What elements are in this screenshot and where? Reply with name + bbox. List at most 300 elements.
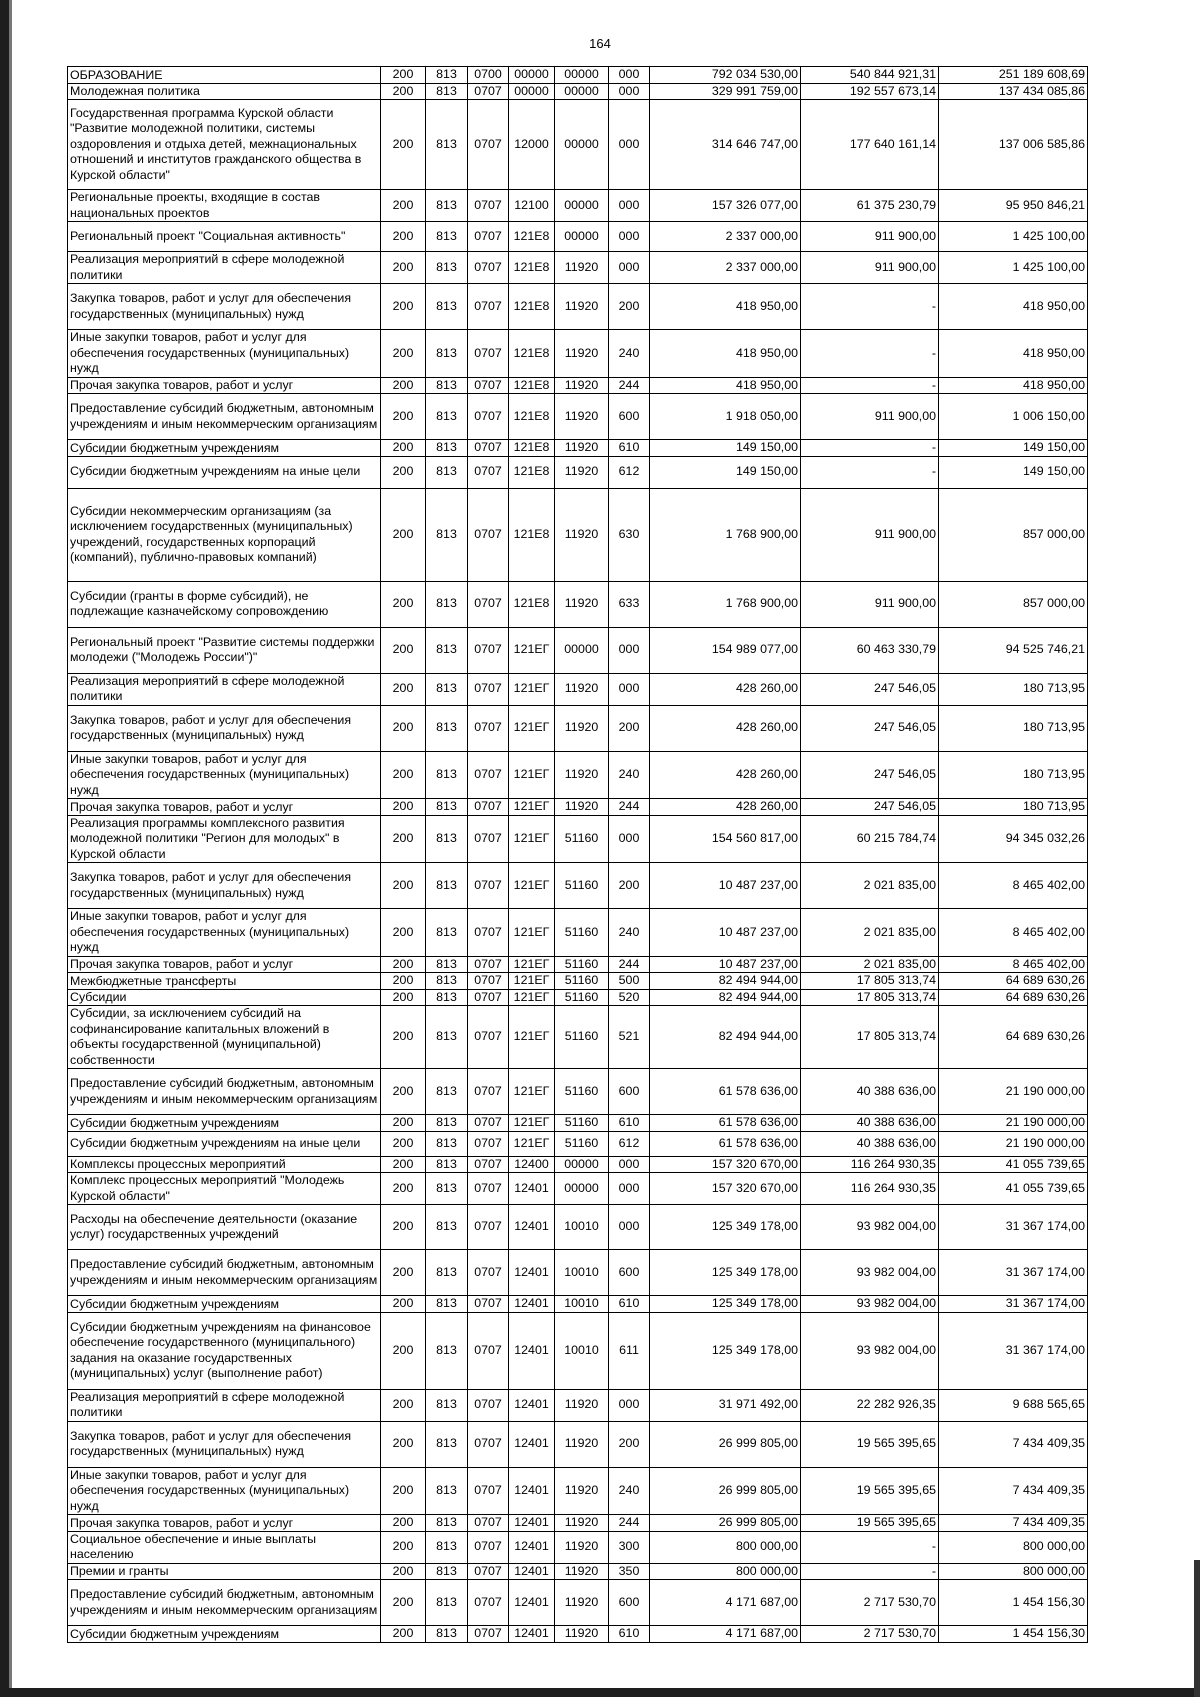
amount-executed: 2 717 530,70: [801, 1580, 939, 1626]
amount-remaining: 180 713,95: [939, 751, 1088, 799]
code-vid-rashodov: 000: [609, 673, 650, 705]
amount-remaining: 64 689 630,26: [939, 1006, 1088, 1069]
row-name: Прочая закупка товаров, работ и услуг: [68, 956, 381, 973]
table-row: [68, 673, 1088, 705]
code-vedomstvo: 813: [426, 377, 468, 394]
code-vid-rashodov: 633: [609, 581, 650, 627]
code-napravlenie: 11920: [555, 1580, 609, 1626]
code-vedomstvo: 813: [426, 284, 468, 330]
row-name: Предоставление субсидий бюджетным, автономным учреждениям и иным некоммерческим организациям: [68, 1069, 381, 1115]
amount-planned: 125 349 178,00: [650, 1205, 801, 1250]
code-programma: 12401: [509, 1205, 555, 1250]
amount-executed: 17 805 313,74: [801, 973, 939, 990]
table-row: [68, 627, 1088, 673]
code-vid-rashodov: 000: [609, 1205, 650, 1250]
row-name: Субсидии, за исключением субсидий на софинансирование капитальных вложений в объекты государственной (муниципальной) собственности: [68, 1006, 381, 1069]
table-row: [68, 1069, 1088, 1115]
amount-planned: 10 487 237,00: [650, 863, 801, 909]
amount-executed: 40 388 636,00: [801, 1069, 939, 1115]
table-row: [68, 83, 1088, 100]
code-napravlenie: 11920: [555, 1421, 609, 1467]
amount-remaining: 7 434 409,35: [939, 1421, 1088, 1467]
code-napravlenie: 11920: [555, 1531, 609, 1563]
row-name: Премии и гранты: [68, 1563, 381, 1580]
code-napravlenie: 11920: [555, 377, 609, 394]
amount-planned: 418 950,00: [650, 377, 801, 394]
code-vid-rashodov: 000: [609, 1173, 650, 1205]
code-programma: 121ЕГ: [509, 863, 555, 909]
code-napravlenie: 00000: [555, 1156, 609, 1173]
code-razdel: 0707: [468, 1421, 509, 1467]
code-napravlenie: 00000: [555, 1173, 609, 1205]
amount-planned: 4 171 687,00: [650, 1626, 801, 1643]
code-programma: 121ЕГ: [509, 989, 555, 1006]
code-glava: 200: [381, 815, 426, 863]
amount-planned: 61 578 636,00: [650, 1115, 801, 1132]
table-row: [68, 252, 1088, 284]
code-glava: 200: [381, 1531, 426, 1563]
code-napravlenie: 11920: [555, 284, 609, 330]
code-vid-rashodov: 610: [609, 1115, 650, 1132]
row-name: Иные закупки товаров, работ и услуг для обеспечения государственных (муниципальных) нужд: [68, 1467, 381, 1515]
code-vid-rashodov: 500: [609, 973, 650, 990]
code-glava: 200: [381, 751, 426, 799]
code-glava: 200: [381, 673, 426, 705]
code-vedomstvo: 813: [426, 1531, 468, 1563]
code-razdel: 0707: [468, 1173, 509, 1205]
code-vid-rashodov: 000: [609, 815, 650, 863]
code-programma: 12401: [509, 1296, 555, 1313]
code-razdel: 0707: [468, 956, 509, 973]
code-napravlenie: 11920: [555, 1467, 609, 1515]
table-row: [68, 1006, 1088, 1069]
code-programma: 12401: [509, 1250, 555, 1296]
amount-executed: 247 546,05: [801, 673, 939, 705]
row-name: Иные закупки товаров, работ и услуг для обеспечения государственных (муниципальных) нужд: [68, 751, 381, 799]
code-napravlenie: 51160: [555, 909, 609, 957]
code-vedomstvo: 813: [426, 1069, 468, 1115]
code-napravlenie: 51160: [555, 956, 609, 973]
code-napravlenie: 11920: [555, 394, 609, 440]
table-row: [68, 799, 1088, 816]
amount-executed: 60 463 330,79: [801, 627, 939, 673]
code-programma: 121ЕГ: [509, 1115, 555, 1132]
amount-remaining: 21 190 000,00: [939, 1131, 1088, 1156]
code-programma: 121E8: [509, 222, 555, 252]
amount-executed: -: [801, 440, 939, 457]
row-name: Субсидии: [68, 989, 381, 1006]
amount-planned: 800 000,00: [650, 1531, 801, 1563]
code-napravlenie: 00000: [555, 83, 609, 100]
row-name: Субсидии бюджетным учреждениям на финансовое обеспечение государственного (муниципального) задания на оказание государственных (муниципальных) услуг (выполнение работ): [68, 1312, 381, 1389]
row-name: Реализация программы комплексного развития молодежной политики "Регион для молодых" в Курской области: [68, 815, 381, 863]
amount-planned: 1 768 900,00: [650, 581, 801, 627]
code-glava: 200: [381, 1173, 426, 1205]
table-row: [68, 1156, 1088, 1173]
code-razdel: 0707: [468, 1115, 509, 1132]
amount-planned: 792 034 530,00: [650, 67, 801, 84]
amount-executed: 2 717 530,70: [801, 1626, 939, 1643]
amount-planned: 329 991 759,00: [650, 83, 801, 100]
code-razdel: 0707: [468, 1531, 509, 1563]
row-name: Комплекс процессных мероприятий "Молодежь Курской области": [68, 1173, 381, 1205]
amount-remaining: 31 367 174,00: [939, 1296, 1088, 1313]
amount-planned: 61 578 636,00: [650, 1131, 801, 1156]
table-row: [68, 1173, 1088, 1205]
code-glava: 200: [381, 1626, 426, 1643]
code-vedomstvo: 813: [426, 815, 468, 863]
code-vid-rashodov: 600: [609, 1250, 650, 1296]
code-razdel: 0707: [468, 1580, 509, 1626]
code-vedomstvo: 813: [426, 222, 468, 252]
scan-border-bottom: [0, 1688, 1200, 1697]
code-vedomstvo: 813: [426, 705, 468, 751]
page-number: 164: [589, 36, 611, 51]
amount-remaining: 800 000,00: [939, 1531, 1088, 1563]
code-vedomstvo: 813: [426, 394, 468, 440]
amount-remaining: 94 525 746,21: [939, 627, 1088, 673]
code-glava: 200: [381, 863, 426, 909]
code-napravlenie: 11920: [555, 799, 609, 816]
code-vedomstvo: 813: [426, 581, 468, 627]
code-glava: 200: [381, 909, 426, 957]
amount-planned: 26 999 805,00: [650, 1515, 801, 1532]
code-vedomstvo: 813: [426, 83, 468, 100]
table-row: [68, 1389, 1088, 1421]
row-name: Субсидии бюджетным учреждениям: [68, 440, 381, 457]
table-row: [68, 222, 1088, 252]
code-glava: 200: [381, 394, 426, 440]
code-vedomstvo: 813: [426, 100, 468, 190]
code-glava: 200: [381, 100, 426, 190]
amount-planned: 82 494 944,00: [650, 973, 801, 990]
code-razdel: 0707: [468, 377, 509, 394]
code-napravlenie: 00000: [555, 190, 609, 222]
row-name: Региональные проекты, входящие в состав национальных проектов: [68, 190, 381, 222]
code-programma: 121ЕГ: [509, 705, 555, 751]
code-vid-rashodov: 600: [609, 1069, 650, 1115]
code-glava: 200: [381, 1515, 426, 1532]
amount-executed: 116 264 930,35: [801, 1173, 939, 1205]
code-programma: 121E8: [509, 394, 555, 440]
code-napravlenie: 00000: [555, 100, 609, 190]
code-programma: 12100: [509, 190, 555, 222]
amount-remaining: 418 950,00: [939, 284, 1088, 330]
code-napravlenie: 51160: [555, 973, 609, 990]
code-vid-rashodov: 521: [609, 1006, 650, 1069]
amount-remaining: 1 425 100,00: [939, 222, 1088, 252]
amount-planned: 157 326 077,00: [650, 190, 801, 222]
table-row: [68, 190, 1088, 222]
code-razdel: 0707: [468, 284, 509, 330]
row-name: Субсидии бюджетным учреждениям на иные цели: [68, 456, 381, 488]
code-vid-rashodov: 612: [609, 1131, 650, 1156]
code-razdel: 0707: [468, 815, 509, 863]
amount-executed: 911 900,00: [801, 222, 939, 252]
amount-executed: -: [801, 1531, 939, 1563]
amount-executed: 2 021 835,00: [801, 863, 939, 909]
amount-planned: 4 171 687,00: [650, 1580, 801, 1626]
amount-executed: 116 264 930,35: [801, 1156, 939, 1173]
code-vedomstvo: 813: [426, 1467, 468, 1515]
code-programma: 00000: [509, 67, 555, 84]
amount-planned: 10 487 237,00: [650, 909, 801, 957]
code-programma: 121E8: [509, 377, 555, 394]
code-napravlenie: 11920: [555, 330, 609, 378]
code-glava: 200: [381, 330, 426, 378]
scan-border-left: [0, 0, 9, 1697]
code-napravlenie: 11920: [555, 1389, 609, 1421]
code-vid-rashodov: 200: [609, 284, 650, 330]
code-glava: 200: [381, 488, 426, 581]
row-name: Прочая закупка товаров, работ и услуг: [68, 1515, 381, 1532]
code-glava: 200: [381, 222, 426, 252]
code-razdel: 0707: [468, 1250, 509, 1296]
table-row: [68, 1296, 1088, 1313]
code-glava: 200: [381, 440, 426, 457]
amount-remaining: 1 454 156,30: [939, 1626, 1088, 1643]
amount-planned: 31 971 492,00: [650, 1389, 801, 1421]
code-razdel: 0707: [468, 1563, 509, 1580]
row-name: Социальное обеспечение и иные выплаты населению: [68, 1531, 381, 1563]
code-vid-rashodov: 610: [609, 1626, 650, 1643]
amount-executed: 540 844 921,31: [801, 67, 939, 84]
code-razdel: 0707: [468, 705, 509, 751]
code-vedomstvo: 813: [426, 330, 468, 378]
code-vid-rashodov: 000: [609, 222, 650, 252]
code-vedomstvo: 813: [426, 1173, 468, 1205]
code-vedomstvo: 813: [426, 673, 468, 705]
amount-executed: 17 805 313,74: [801, 1006, 939, 1069]
code-glava: 200: [381, 799, 426, 816]
table-row: [68, 1531, 1088, 1563]
row-name: Комплексы процессных мероприятий: [68, 1156, 381, 1173]
amount-remaining: 1 454 156,30: [939, 1580, 1088, 1626]
amount-planned: 1 768 900,00: [650, 488, 801, 581]
row-name: Государственная программа Курской области "Развитие молодежной политики, системы оздоровления и отдыха детей, межнациональных отношений и институтов гражданского общества в Курской области": [68, 100, 381, 190]
amount-remaining: 94 345 032,26: [939, 815, 1088, 863]
code-napravlenie: 11920: [555, 705, 609, 751]
amount-executed: 2 021 835,00: [801, 909, 939, 957]
code-napravlenie: 51160: [555, 863, 609, 909]
code-vedomstvo: 813: [426, 1421, 468, 1467]
amount-planned: 1 918 050,00: [650, 394, 801, 440]
code-vid-rashodov: 240: [609, 909, 650, 957]
amount-remaining: 251 189 608,69: [939, 67, 1088, 84]
amount-planned: 125 349 178,00: [650, 1250, 801, 1296]
code-razdel: 0707: [468, 100, 509, 190]
table-row: [68, 1131, 1088, 1156]
code-programma: 121E8: [509, 284, 555, 330]
amount-executed: -: [801, 330, 939, 378]
code-razdel: 0707: [468, 1131, 509, 1156]
code-glava: 200: [381, 1563, 426, 1580]
row-name: Предоставление субсидий бюджетным, автономным учреждениям и иным некоммерческим организациям: [68, 394, 381, 440]
code-programma: 12401: [509, 1421, 555, 1467]
code-vedomstvo: 813: [426, 627, 468, 673]
amount-executed: 911 900,00: [801, 394, 939, 440]
code-glava: 200: [381, 252, 426, 284]
amount-planned: 418 950,00: [650, 284, 801, 330]
table-row: [68, 1626, 1088, 1643]
code-vedomstvo: 813: [426, 1156, 468, 1173]
amount-executed: 22 282 926,35: [801, 1389, 939, 1421]
code-vid-rashodov: 240: [609, 1467, 650, 1515]
amount-executed: 17 805 313,74: [801, 989, 939, 1006]
code-napravlenie: 11920: [555, 440, 609, 457]
code-programma: 121E8: [509, 456, 555, 488]
row-name: Прочая закупка товаров, работ и услуг: [68, 377, 381, 394]
code-vid-rashodov: 244: [609, 377, 650, 394]
code-napravlenie: 51160: [555, 1069, 609, 1115]
table-row: [68, 377, 1088, 394]
code-vedomstvo: 813: [426, 1580, 468, 1626]
amount-planned: 154 560 817,00: [650, 815, 801, 863]
code-napravlenie: 51160: [555, 815, 609, 863]
code-programma: 12401: [509, 1173, 555, 1205]
code-vedomstvo: 813: [426, 1006, 468, 1069]
amount-planned: 418 950,00: [650, 330, 801, 378]
code-vid-rashodov: 600: [609, 394, 650, 440]
code-glava: 200: [381, 1115, 426, 1132]
code-napravlenie: 11920: [555, 488, 609, 581]
code-razdel: 0707: [468, 252, 509, 284]
code-razdel: 0707: [468, 190, 509, 222]
table-row: [68, 581, 1088, 627]
amount-remaining: 857 000,00: [939, 488, 1088, 581]
row-name: Субсидии бюджетным учреждениям: [68, 1115, 381, 1132]
code-vedomstvo: 813: [426, 1389, 468, 1421]
scan-border-right: [1194, 1560, 1200, 1697]
amount-executed: 19 565 395,65: [801, 1467, 939, 1515]
amount-executed: 247 546,05: [801, 705, 939, 751]
code-programma: 00000: [509, 83, 555, 100]
code-programma: 121ЕГ: [509, 909, 555, 957]
row-name: Субсидии (гранты в форме субсидий), не подлежащие казначейскому сопровождению: [68, 581, 381, 627]
code-razdel: 0707: [468, 1515, 509, 1532]
code-glava: 200: [381, 456, 426, 488]
code-glava: 200: [381, 190, 426, 222]
code-napravlenie: 51160: [555, 1006, 609, 1069]
amount-executed: 247 546,05: [801, 751, 939, 799]
code-vedomstvo: 813: [426, 67, 468, 84]
amount-remaining: 8 465 402,00: [939, 909, 1088, 957]
code-razdel: 0707: [468, 799, 509, 816]
amount-remaining: 1 006 150,00: [939, 394, 1088, 440]
code-vedomstvo: 813: [426, 190, 468, 222]
row-name: Субсидии некоммерческим организациям (за исключением государственных (муниципальных) учреждений, государственных корпораций (компаний), публично-правовых компаний): [68, 488, 381, 581]
code-programma: 12401: [509, 1467, 555, 1515]
amount-planned: 125 349 178,00: [650, 1312, 801, 1389]
amount-remaining: 64 689 630,26: [939, 973, 1088, 990]
code-programma: 121ЕГ: [509, 799, 555, 816]
code-razdel: 0707: [468, 863, 509, 909]
amount-planned: 428 260,00: [650, 673, 801, 705]
amount-remaining: 41 055 739,65: [939, 1156, 1088, 1173]
table-body: [68, 67, 1088, 1643]
amount-planned: 314 646 747,00: [650, 100, 801, 190]
code-glava: 200: [381, 1131, 426, 1156]
code-programma: 12401: [509, 1515, 555, 1532]
code-programma: 121ЕГ: [509, 1006, 555, 1069]
code-napravlenie: 10010: [555, 1250, 609, 1296]
code-napravlenie: 51160: [555, 1131, 609, 1156]
amount-executed: 2 021 835,00: [801, 956, 939, 973]
table-row: [68, 973, 1088, 990]
amount-planned: 26 999 805,00: [650, 1467, 801, 1515]
code-vedomstvo: 813: [426, 751, 468, 799]
code-vedomstvo: 813: [426, 456, 468, 488]
amount-remaining: 180 713,95: [939, 705, 1088, 751]
row-name: Расходы на обеспечение деятельности (оказание услуг) государственных учреждений: [68, 1205, 381, 1250]
amount-executed: 40 388 636,00: [801, 1115, 939, 1132]
amount-executed: 40 388 636,00: [801, 1131, 939, 1156]
code-glava: 200: [381, 1205, 426, 1250]
code-glava: 200: [381, 1389, 426, 1421]
amount-remaining: 7 434 409,35: [939, 1515, 1088, 1532]
code-programma: 121ЕГ: [509, 973, 555, 990]
code-vid-rashodov: 200: [609, 705, 650, 751]
code-glava: 200: [381, 1250, 426, 1296]
amount-executed: -: [801, 456, 939, 488]
code-vid-rashodov: 000: [609, 252, 650, 284]
code-glava: 200: [381, 705, 426, 751]
amount-executed: 247 546,05: [801, 799, 939, 816]
code-razdel: 0700: [468, 67, 509, 84]
code-napravlenie: 11920: [555, 581, 609, 627]
scan-border-left-inner: [9, 0, 12, 1697]
code-vid-rashodov: 611: [609, 1312, 650, 1389]
amount-executed: 19 565 395,65: [801, 1421, 939, 1467]
code-razdel: 0707: [468, 394, 509, 440]
table-row: [68, 1563, 1088, 1580]
row-name: Прочая закупка товаров, работ и услуг: [68, 799, 381, 816]
budget-table: [67, 66, 1088, 1643]
table-row: [68, 100, 1088, 190]
table-row: [68, 330, 1088, 378]
code-programma: 121ЕГ: [509, 673, 555, 705]
code-razdel: 0707: [468, 440, 509, 457]
code-vid-rashodov: 244: [609, 1515, 650, 1532]
code-napravlenie: 51160: [555, 1115, 609, 1132]
code-vid-rashodov: 000: [609, 627, 650, 673]
code-napravlenie: 11920: [555, 456, 609, 488]
code-vid-rashodov: 630: [609, 488, 650, 581]
code-vedomstvo: 813: [426, 440, 468, 457]
amount-planned: 2 337 000,00: [650, 222, 801, 252]
code-razdel: 0707: [468, 1069, 509, 1115]
code-vid-rashodov: 000: [609, 1389, 650, 1421]
code-vedomstvo: 813: [426, 1563, 468, 1580]
amount-executed: 61 375 230,79: [801, 190, 939, 222]
code-napravlenie: 11920: [555, 1563, 609, 1580]
amount-executed: 911 900,00: [801, 252, 939, 284]
row-name: Предоставление субсидий бюджетным, автономным учреждениям и иным некоммерческим организациям: [68, 1580, 381, 1626]
code-napravlenie: 00000: [555, 67, 609, 84]
code-glava: 200: [381, 1580, 426, 1626]
table-row: [68, 1115, 1088, 1132]
table-row: [68, 488, 1088, 581]
table-row: [68, 863, 1088, 909]
amount-remaining: 800 000,00: [939, 1563, 1088, 1580]
code-vedomstvo: 813: [426, 1205, 468, 1250]
row-name: Реализация мероприятий в сфере молодежной политики: [68, 252, 381, 284]
code-razdel: 0707: [468, 1312, 509, 1389]
amount-planned: 10 487 237,00: [650, 956, 801, 973]
code-napravlenie: 00000: [555, 627, 609, 673]
amount-remaining: 21 190 000,00: [939, 1115, 1088, 1132]
code-vedomstvo: 813: [426, 1296, 468, 1313]
